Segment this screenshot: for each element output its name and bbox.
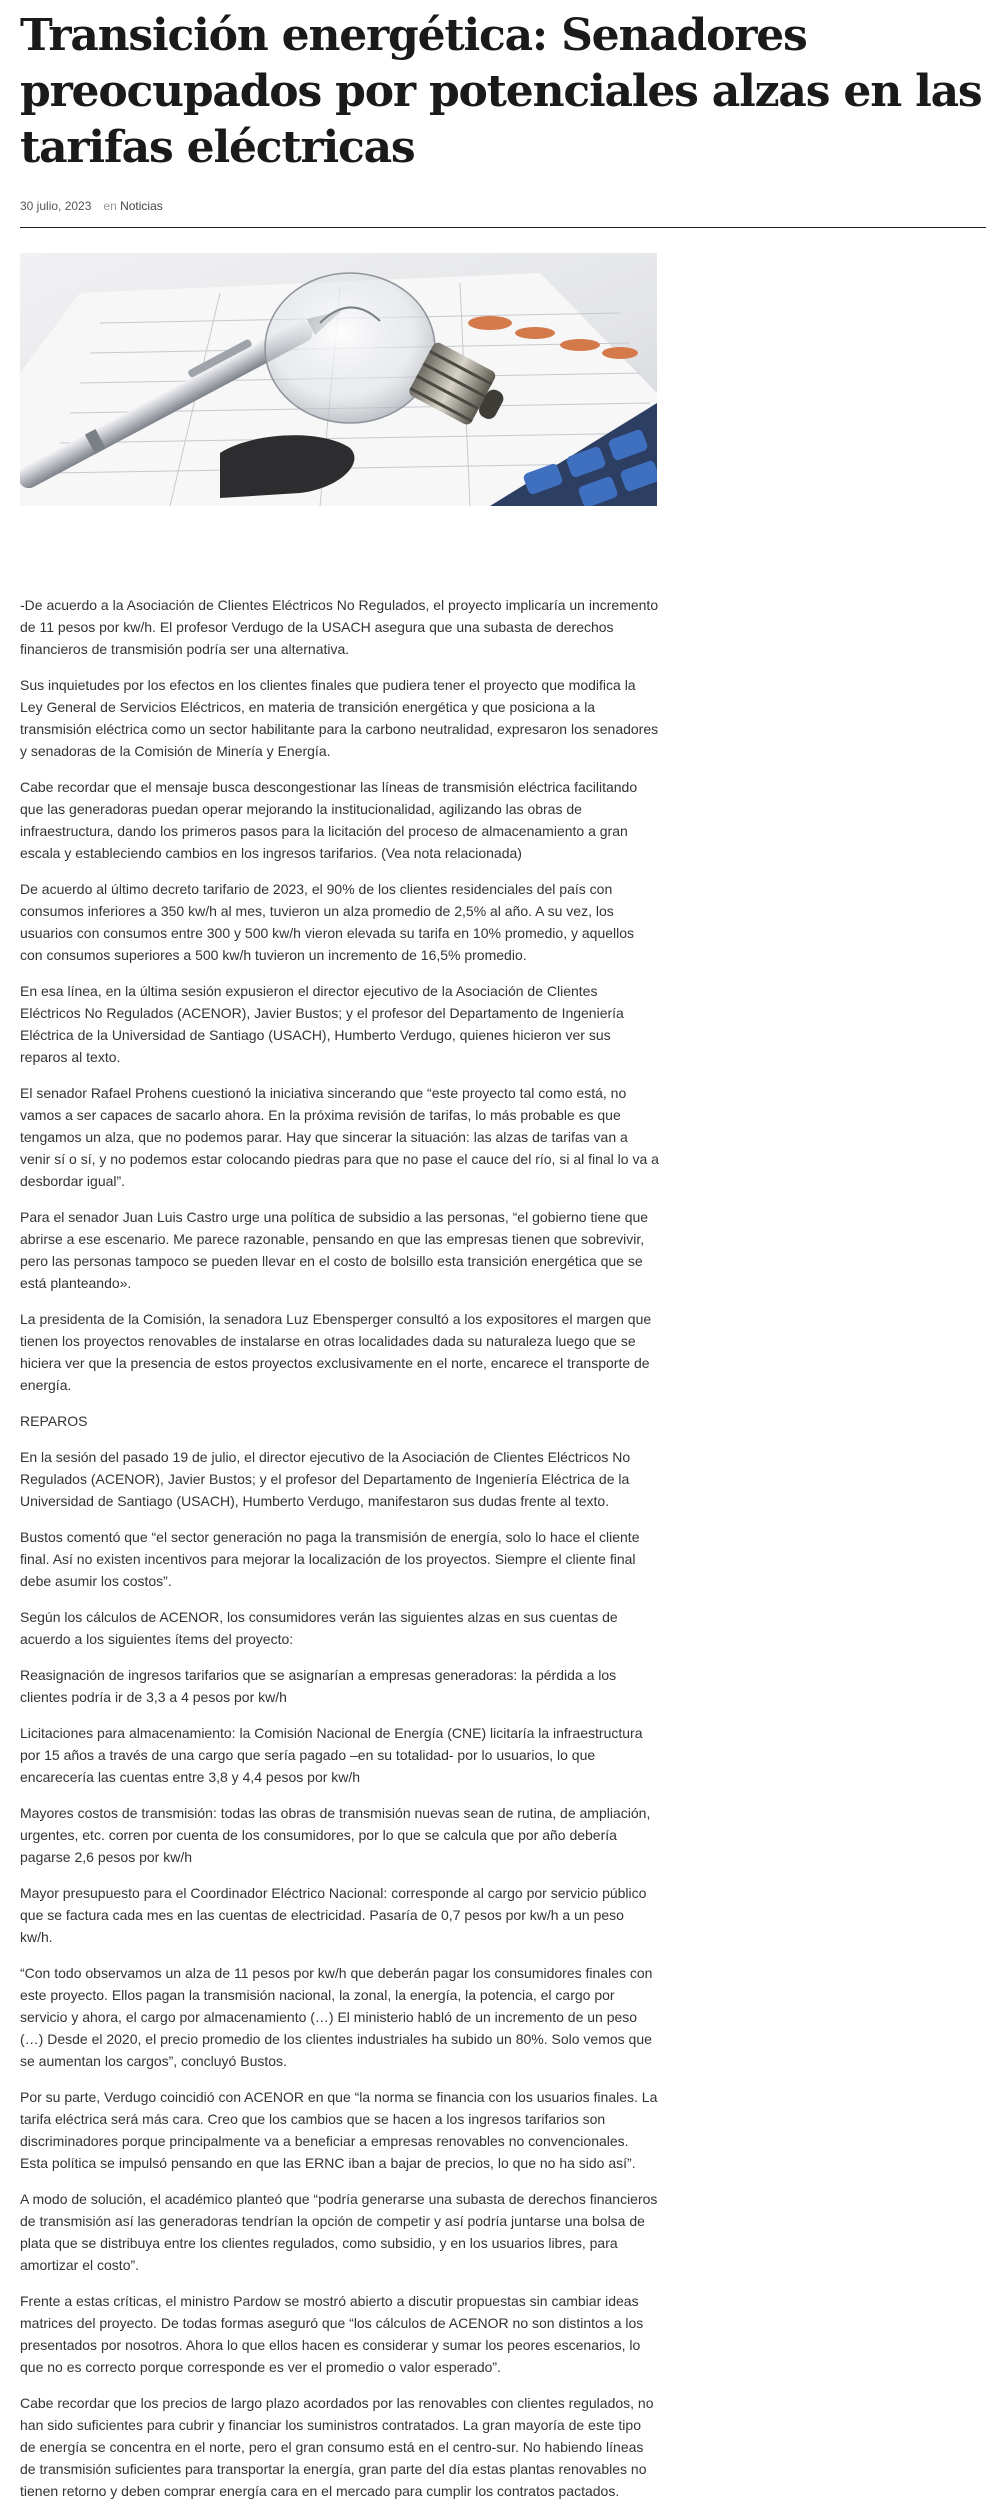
article-paragraph: Reasignación de ingresos tarifarios que se asignarían a empresas generadoras: la pérdida a los clientes podría ir de 3,3 a 4 pesos por kw/h: [20, 1667, 617, 1705]
article-paragraph: Cabe recordar que el mensaje busca descongestionar las líneas de transmisión eléctrica facilitando que las generadoras puedan operar mejorando la institucionalidad, agilizando las obras de infraestructura, dando los primeros pasos para la licitación del proceso de almacenamiento a gran escala y estableciendo cambios en los ingresos tarifarios. (Vea nota relacionada): [20, 779, 638, 861]
category-link[interactable]: Noticias: [120, 199, 163, 213]
article-paragraph: En esa línea, en la última sesión expusieron el director ejecutivo de la Asociación de Clientes Eléctricos No Regulados (ACENOR), Javier Bustos; y el profesor del Departamento de Ingeniería Eléctrica de la Universidad de Santiago (USACH), Humberto Verdugo, quienes hicieron ver sus reparos al texto.: [20, 983, 624, 1065]
article-paragraph: Sus inquietudes por los efectos en los clientes finales que pudiera tener el proyecto que modifica la Ley General de Servicios Eléctricos, en materia de transición energética y que posiciona a la transmisión eléctrica como un sector habilitante para la carbono neutralidad, expresaron los senadores y senadoras de la Comisión de Minería y Energía.: [20, 677, 659, 759]
article-paragraph: Por su parte, Verdugo coincidió con ACENOR en que “la norma se financia con los usuarios finales. La tarifa eléctrica será más cara. Creo que los cambios que se hacen a los ingresos tarifarios son discriminadores porque principalmente va a beneficiar a empresas renovables no convencionales. Esta política se impulsó pensando en que las ERNC iban a bajar de precios, lo que no ha sido así”.: [20, 2089, 658, 2171]
hero-image: [20, 253, 657, 506]
article-paragraph: De acuerdo al último decreto tarifario de 2023, el 90% de los clientes residenciales del país con consumos inferiores a 350 kw/h al mes, tuvieron un alza promedio de 2,5% al año. A su vez, los usuarios con consumos entre 300 y 500 kw/h vieron elevada su tarifa en 10% promedio, y aquellos con consumos superiores a 500 kw/h tuvieron un incremento de 16,5% promedio.: [20, 881, 635, 963]
article-paragraph: La presidenta de la Comisión, la senadora Luz Ebensperger consultó a los expositores el margen que tienen los proyectos renovables de instalarse en otras localidades dada su naturaleza luego que se hiciera ver que la presencia de estos proyectos exclusivamente en el norte, encarece el transporte de energía.: [20, 1311, 652, 1393]
article-paragraph: El senador Rafael Prohens cuestionó la iniciativa sincerando que “este proyecto tal como está, no vamos a ser capaces de sacarlo ahora. En la próxima revisión de tarifas, lo más probable es que tengamos un alza, que no podemos parar. Hay que sincerar la situación: las alzas de tarifas van a venir sí o sí, y no podemos estar colocando piedras para que no pase el cauce del río, si al final lo va a desbordar igual”.: [20, 1085, 659, 1189]
article-paragraph: Bustos comentó que “el sector generación no paga la transmisión de energía, solo lo hace el cliente final. Así no existen incentivos para mejorar la localización de los proyectos. Siempre el cliente final debe asumir los costos”.: [20, 1529, 640, 1589]
article-paragraph: Mayor presupuesto para el Coordinador Eléctrico Nacional: corresponde al cargo por servicio público que se factura cada mes en las cuentas de electricidad. Pasaría de 0,7 pesos por kw/h a un peso kw/h.: [20, 1885, 647, 1945]
article-paragraph: Según los cálculos de ACENOR, los consumidores verán las siguientes alzas en sus cuentas de acuerdo a los siguientes ítems del proyecto:: [20, 1609, 618, 1647]
title-divider: [20, 227, 986, 228]
article-paragraph: Para el senador Juan Luis Castro urge una política de subsidio a las personas, “el gobierno tiene que abrirse a ese escenario. Me parece razonable, pensando en que las empresas tienen que sobrevivir, pero las personas tampoco se pueden llevar en el costo de bolsillo esta transición energética que se está planteando».: [20, 1209, 649, 1291]
article-meta: [20, 199, 986, 213]
category-prefix: en: [103, 199, 117, 213]
article-paragraph: Cabe recordar que los precios de largo plazo acordados por las renovables con clientes regulados, no han sido suficientes para cubrir y financiar los suministros contratados. La gran mayoría de este tipo de energía se concentra en el norte, pero el gran consumo está en el centro-sur. No habiendo líneas de transmisión suficientes para transportar la energía, gran parte del día estas plantas renovables no tienen retorno y deben comprar energía cara en el mercado para cumplir los contratos pactados.: [20, 2395, 654, 2499]
article-paragraph: -De acuerdo a la Asociación de Clientes Eléctricos No Regulados, el proyecto implicaría un incremento de 11 pesos por kw/h. El profesor Verdugo de la USACH asegura que una subasta de derechos financieros de transmisión podría ser una alternativa.: [20, 597, 659, 657]
article-body: [20, 594, 660, 2502]
article-paragraph: Licitaciones para almacenamiento: la Comisión Nacional de Energía (CNE) licitaría la infraestructura por 15 años a través de una cargo que sería pagado –en su totalidad- por lo usuarios, lo que encarecería las cuentas entre 3,8 y 4,4 pesos por kw/h: [20, 1725, 643, 1785]
section-heading: REPAROS: [20, 1413, 88, 1429]
article-date: 30 julio, 2023: [20, 199, 92, 213]
article-paragraph: “Con todo observamos un alza de 11 pesos por kw/h que deberán pagar los consumidores finales con este proyecto. Ellos pagan la transmisión nacional, la zonal, la energía, la potencia, el cargo por servicio y ahora, el cargo por almacenamiento (…) El ministerio habló de un incremento de un peso (…) Desde el 2020, el precio promedio de los clientes industriales ha subido un 80%. Solo vemos que se aumentan los cargos”, concluyó Bustos.: [20, 1965, 653, 2069]
article-paragraph: Mayores costos de transmisión: todas las obras de transmisión nuevas sean de rutina, de ampliación, urgentes, etc. corren por cuenta de los consumidores, por lo que se calcula que por año debería pagarse 2,6 pesos por kw/h: [20, 1805, 651, 1865]
article-page: [0, 8, 1000, 2502]
article-title: Transición energética: Senadores preocupados por potenciales alzas en las tarifas eléctricas: [20, 10, 982, 173]
article-paragraph: En la sesión del pasado 19 de julio, el director ejecutivo de la Asociación de Clientes Eléctricos No Regulados (ACENOR), Javier Bustos; y el profesor del Departamento de Ingeniería Eléctrica de la Universidad de Santiago (USACH), Humberto Verdugo, manifestaron sus dudas frente al texto.: [20, 1449, 631, 1509]
article-paragraph: A modo de solución, el académico planteó que “podría generarse una subasta de derechos financieros de transmisión así las generadoras tendrían la opción de competir y así podría juntarse una bolsa de plata que se distribuya entre los clientes regulados, como subsidio, y en los usuarios libres, para amortizar el costo”.: [20, 2191, 658, 2273]
article-paragraph: Frente a estas críticas, el ministro Pardow se mostró abierto a discutir propuestas sin cambiar ideas matrices del proyecto. De todas formas aseguró que “los cálculos de ACENOR no son distintos a los presentados por nosotros. Ahora lo que ellos hacen es considerar y sumar los peores escenarios, lo que no es correcto porque corresponde es ver el promedio o valor esperado”.: [20, 2293, 644, 2375]
